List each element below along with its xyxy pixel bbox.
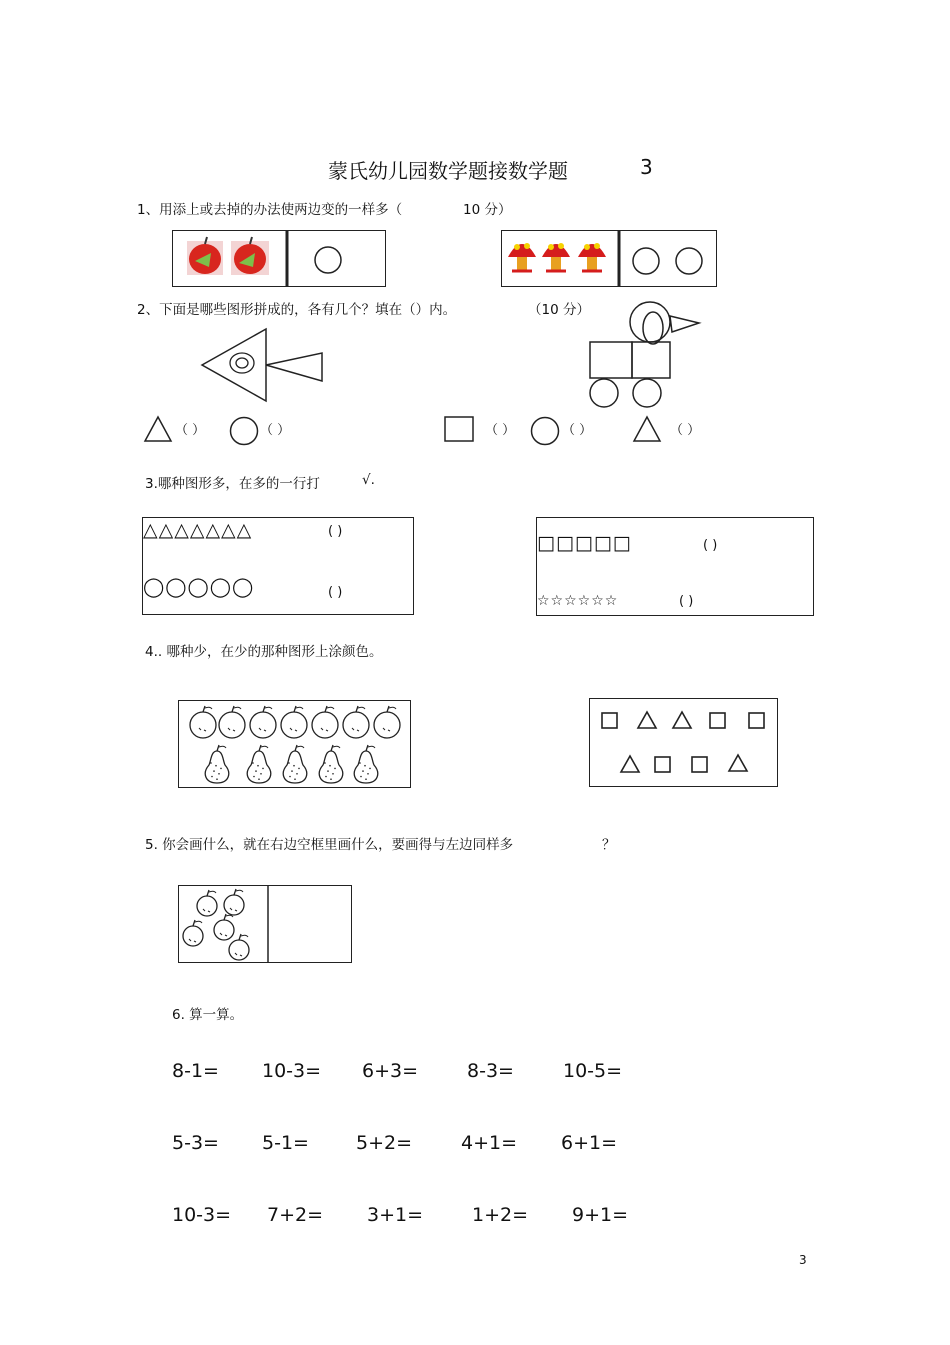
triangle-row: △△△△△△△	[143, 519, 253, 541]
square-icon	[692, 757, 707, 772]
equation[interactable]: 5+2=	[356, 1132, 413, 1154]
q2-blank-2[interactable]: （ ）	[260, 423, 291, 438]
q3-right-box	[536, 517, 814, 616]
equation[interactable]: 10-3=	[172, 1204, 232, 1226]
apple-icon	[190, 706, 216, 738]
triangle-icon	[621, 756, 639, 772]
q4-fruit-box	[178, 700, 411, 788]
equation[interactable]: 5-3=	[172, 1132, 219, 1154]
apple-icon	[229, 934, 249, 960]
question-5-mark: ？	[602, 837, 616, 853]
q3-blank-squares[interactable]: ( )	[703, 538, 718, 553]
q1-right-box	[501, 230, 717, 287]
q3-blank-triangles[interactable]: ( )	[328, 524, 343, 539]
question-3-text: 3.哪种图形多，在多的一行打	[145, 476, 320, 492]
apple-icon	[312, 706, 338, 738]
q2-blank-5[interactable]: （ ）	[670, 423, 701, 438]
triangle-icon	[638, 712, 656, 728]
check-mark: √.	[362, 472, 375, 488]
q3-blank-stars[interactable]: ( )	[679, 594, 694, 609]
equation[interactable]: 5-1=	[262, 1132, 309, 1154]
square-icon	[749, 713, 764, 728]
equation[interactable]: 10-5=	[563, 1060, 623, 1082]
apple-icon	[250, 706, 276, 738]
q1-left-box	[172, 230, 386, 287]
square-icon	[602, 713, 617, 728]
page-title: 蒙氏幼儿园数学题接数学题	[328, 159, 568, 183]
question-1-text: 1、用添上或去掉的办法使两边变的一样多（	[137, 202, 403, 218]
bird-cart-figure	[585, 300, 705, 412]
equation[interactable]: 3+1=	[367, 1204, 424, 1226]
equation[interactable]: 6+3=	[362, 1060, 419, 1082]
question-5-text: 5. 你会画什么，就在右边空框里画什么，要画得与左边同样多	[145, 837, 514, 853]
equation[interactable]: 9+1=	[572, 1204, 629, 1226]
square-row: □□□□□	[537, 532, 632, 554]
mushroom-icon	[542, 243, 570, 271]
apple-icon	[281, 706, 307, 738]
pear-icon	[205, 745, 228, 783]
q5-box	[178, 885, 352, 963]
triangle-icon	[632, 415, 662, 443]
question-6-text: 6. 算一算。	[172, 1007, 244, 1023]
square-icon	[655, 757, 670, 772]
page-title-number: 3	[640, 155, 653, 179]
equation[interactable]: 7+2=	[267, 1204, 324, 1226]
triangle-icon	[673, 712, 691, 728]
mushroom-icon	[508, 243, 536, 271]
equation[interactable]: 10-3=	[262, 1060, 322, 1082]
q2-blank-4[interactable]: （ ）	[562, 423, 593, 438]
apple-icon	[231, 237, 269, 275]
question-2-score: （10 分）	[528, 302, 590, 318]
circle-row: ◯◯◯◯◯	[143, 576, 255, 598]
q2-blank-3[interactable]: （ ）	[485, 423, 516, 438]
question-2-text: 2、下面是哪些图形拼成的，各有几个？填在（）内。	[137, 302, 457, 318]
apple-icon	[183, 920, 203, 946]
square-icon	[443, 415, 475, 443]
q4-fruit-drawing	[179, 701, 410, 787]
circle-icon	[530, 416, 562, 448]
q1-right-box-contents	[502, 231, 716, 286]
mushroom-icon	[578, 243, 606, 271]
equation[interactable]: 4+1=	[461, 1132, 518, 1154]
apple-icon	[187, 237, 223, 275]
q3-left-box	[142, 517, 414, 615]
pear-icon	[354, 745, 377, 783]
equation[interactable]: 8-3=	[467, 1060, 514, 1082]
circle-icon	[315, 247, 341, 273]
circle-icon	[229, 416, 261, 448]
apple-icon	[374, 706, 400, 738]
triangle-icon	[729, 755, 747, 771]
pear-icon	[319, 745, 342, 783]
q4-shape-drawing	[590, 699, 777, 786]
fish-figure	[190, 325, 330, 405]
pear-icon	[283, 745, 306, 783]
q1-left-box-contents	[173, 231, 385, 286]
question-4-text: 4.. 哪种少，在少的那种图形上涂颜色。	[145, 644, 383, 660]
page-number: 3	[799, 1253, 807, 1267]
square-icon	[710, 713, 725, 728]
q3-blank-circles[interactable]: ( )	[328, 585, 343, 600]
apple-icon	[343, 706, 369, 738]
triangle-icon	[143, 415, 173, 443]
pear-icon	[247, 745, 270, 783]
apple-icon	[214, 914, 234, 940]
question-1-score: 10 分）	[463, 202, 512, 218]
q4-shape-box	[589, 698, 778, 787]
q2-blank-1[interactable]: （ ）	[175, 423, 206, 438]
equation[interactable]: 8-1=	[172, 1060, 219, 1082]
equation[interactable]: 6+1=	[561, 1132, 618, 1154]
equation[interactable]: 1+2=	[472, 1204, 529, 1226]
circle-icon	[676, 248, 702, 274]
q5-apple-drawing	[179, 886, 351, 962]
circle-icon	[633, 248, 659, 274]
apple-icon	[224, 889, 244, 915]
star-row: ☆☆☆☆☆☆	[537, 593, 619, 609]
apple-icon	[197, 890, 217, 916]
apple-icon	[219, 706, 245, 738]
